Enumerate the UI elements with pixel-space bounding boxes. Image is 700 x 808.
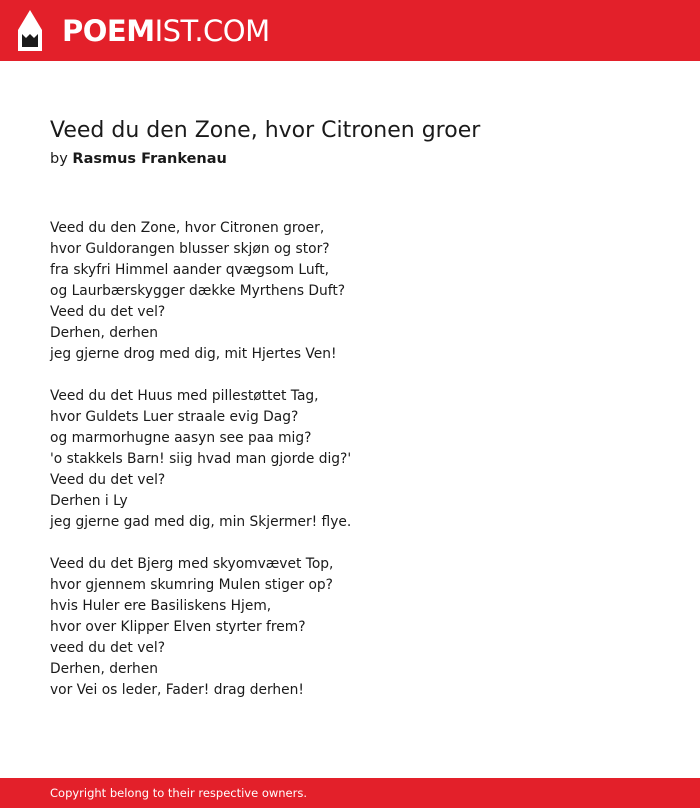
byline: [50, 149, 227, 169]
logo-text-bold: POEM: [62, 14, 155, 48]
poem-line: Derhen, derhen: [50, 325, 158, 341]
poem-title: Veed du den Zone, hvor Citronen groer: [50, 118, 481, 143]
poem-line: jeg gjerne gad med dig, min Skjermer! flye.: [50, 514, 352, 530]
poem-line: hvor over Klipper Elven styrter frem?: [50, 619, 306, 635]
stanza-1: [50, 218, 650, 365]
by-label: by: [50, 151, 68, 167]
poem-line: og Laurbærskygger dække Myrthens Duft?: [50, 283, 346, 299]
site-header: [0, 0, 700, 61]
site-logo[interactable]: [62, 12, 270, 50]
poem-line: hvor Guldets Luer straale evig Dag?: [50, 409, 299, 425]
poem-line: Veed du det Huus med pillestøttet Tag,: [50, 388, 319, 404]
poem-line: og marmorhugne aasyn see paa mig?: [50, 430, 312, 446]
copyright-text: Copyright belong to their respective owners.: [50, 786, 308, 800]
poem-line: fra skyfri Himmel aander qvægsom Luft,: [50, 262, 330, 278]
poem-body: [50, 218, 650, 722]
poem-line: 'o stakkels Barn! siig hvad man gjorde dig?': [50, 451, 352, 467]
poem-line: veed du det vel?: [50, 640, 166, 656]
poem-line: hvor Guldorangen blusser skjøn og stor?: [50, 241, 330, 257]
site-footer: [0, 778, 700, 808]
stanza-2: [50, 386, 650, 533]
logo-text-light: IST.COM: [154, 14, 270, 48]
pencil-icon[interactable]: [18, 10, 42, 51]
poem-line: Veed du den Zone, hvor Citronen groer,: [50, 220, 325, 236]
poem-line: Veed du det vel?: [50, 472, 166, 488]
poem-line: Derhen i Ly: [50, 493, 128, 509]
poem-line: hvis Huler ere Basiliskens Hjem,: [50, 598, 272, 614]
poem-line: Veed du det vel?: [50, 304, 166, 320]
poem-line: jeg gjerne drog med dig, mit Hjertes Ven!: [50, 346, 337, 362]
poem-line: Veed du det Bjerg med skyomvævet Top,: [50, 556, 334, 572]
poem-line: Derhen, derhen: [50, 661, 158, 677]
author-name: Rasmus Frankenau: [72, 151, 227, 167]
poem-line: vor Vei os leder, Fader! drag derhen!: [50, 682, 304, 698]
stanza-3: [50, 554, 650, 701]
poem-line: hvor gjennem skumring Mulen stiger op?: [50, 577, 333, 593]
